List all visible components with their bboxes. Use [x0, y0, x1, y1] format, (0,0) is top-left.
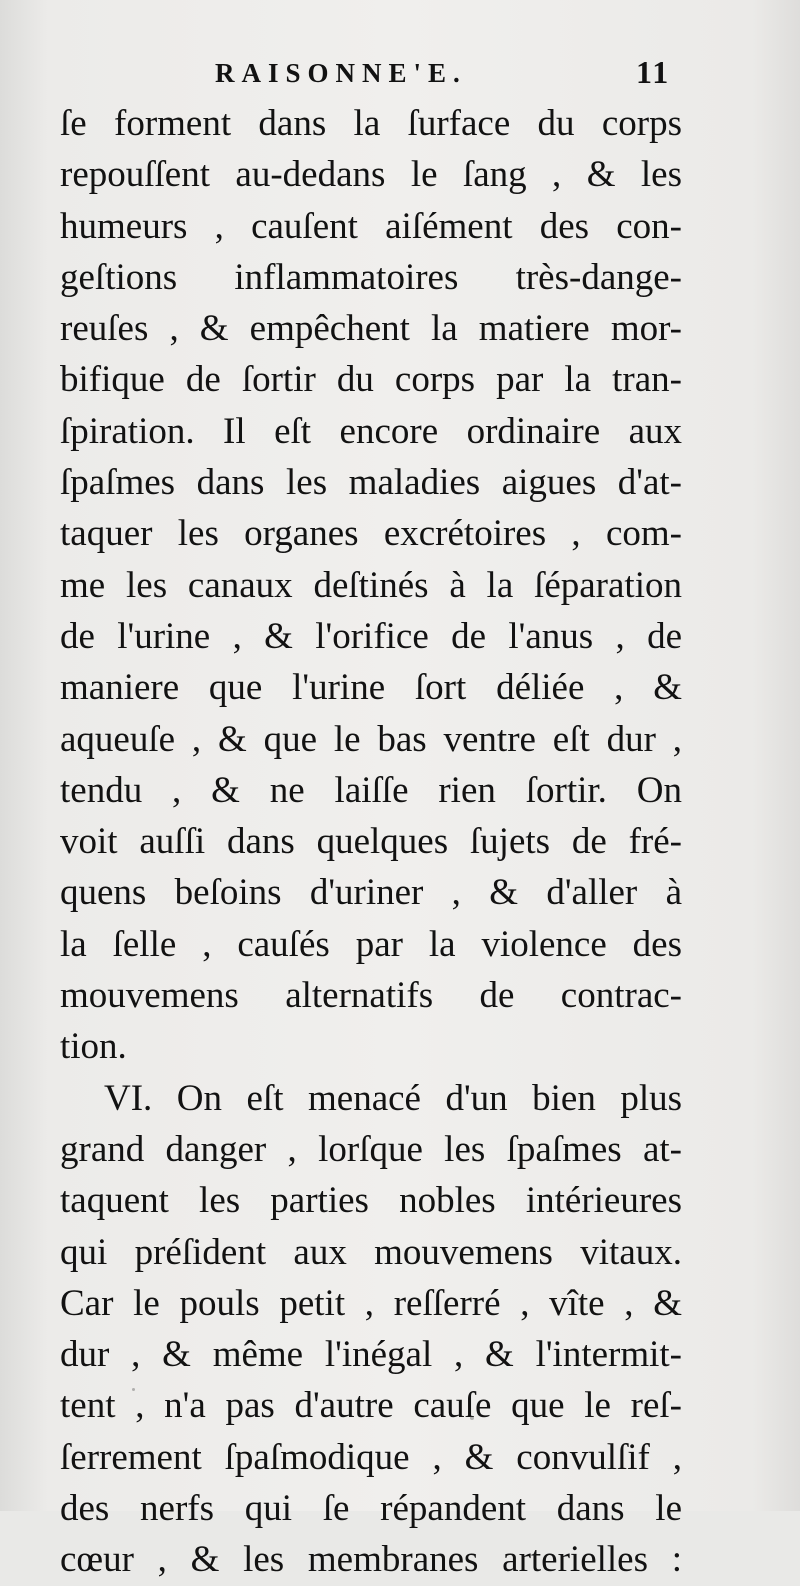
text-line: taquer les organes excrétoires , com-: [60, 513, 682, 555]
body-text: [60, 98, 682, 1586]
text-line: de l'urine , & l'orifice de l'anus , de: [60, 615, 682, 657]
running-head: [0, 52, 800, 92]
ink-speck: [132, 1388, 135, 1391]
text-line: dur , & même l'inégal , & l'intermit-: [60, 1334, 682, 1376]
text-line: reuſes , & empêchent la matiere mor-: [60, 308, 682, 350]
text-line: cœur , & les membranes arterielles :: [60, 1539, 682, 1581]
text-line: voit auſſi dans quelques ſujets de fré-: [60, 821, 682, 863]
text-line: ſerrement ſpaſmodique , & convulſif ,: [60, 1436, 682, 1478]
section-start-line: VI. On eſt menacé d'un bien plus: [104, 1077, 682, 1119]
text-line: la ſelle , cauſés par la violence des: [60, 923, 682, 965]
paragraph-end-line: tion.: [60, 1026, 127, 1068]
text-line: aqueuſe , & que le bas ventre eſt dur ,: [60, 718, 682, 760]
text-line: grand danger , lorſque les ſpaſmes at-: [60, 1128, 682, 1170]
text-line: ſpiration. Il eſt encore ordinaire aux: [60, 410, 682, 452]
page-number: 11: [636, 54, 671, 90]
text-line: maniere que l'urine ſort déliée , &: [60, 667, 682, 709]
text-line: qui préſident aux mouvemens vitaux.: [60, 1231, 682, 1273]
text-line: repouſſent au-dedans le ſang , & les: [60, 154, 682, 196]
text-line: mouvemens alternatifs de contrac-: [60, 975, 682, 1017]
text-line: Car le pouls petit , reſſerré , vîte , &: [60, 1282, 682, 1324]
text-line: me les canaux deſtinés à la ſéparation: [60, 564, 682, 606]
text-line: tent , n'a pas d'autre cauſe que le reſ-: [60, 1385, 682, 1427]
text-line: taquent les parties nobles intérieures: [60, 1180, 682, 1222]
text-line: des nerfs qui ſe répandent dans le: [60, 1488, 682, 1530]
text-line: tendu , & ne laiſſe rien ſortir. On: [60, 769, 682, 811]
text-line: ſpaſmes dans les maladies aigues d'at-: [60, 462, 682, 504]
text-line: bifique de ſortir du corps par la tran-: [60, 359, 682, 401]
running-head-title: RAISONNE'E.: [215, 58, 467, 88]
text-line: humeurs , cauſent aiſément des con-: [60, 205, 682, 247]
text-line: ſe forment dans la ſurface du corps: [60, 103, 682, 144]
ink-speck: [470, 1416, 474, 1420]
text-line: geſtions inflammatoires très-dange-: [60, 256, 682, 298]
text-line: quens beſoins d'uriner , & d'aller à: [60, 872, 682, 914]
